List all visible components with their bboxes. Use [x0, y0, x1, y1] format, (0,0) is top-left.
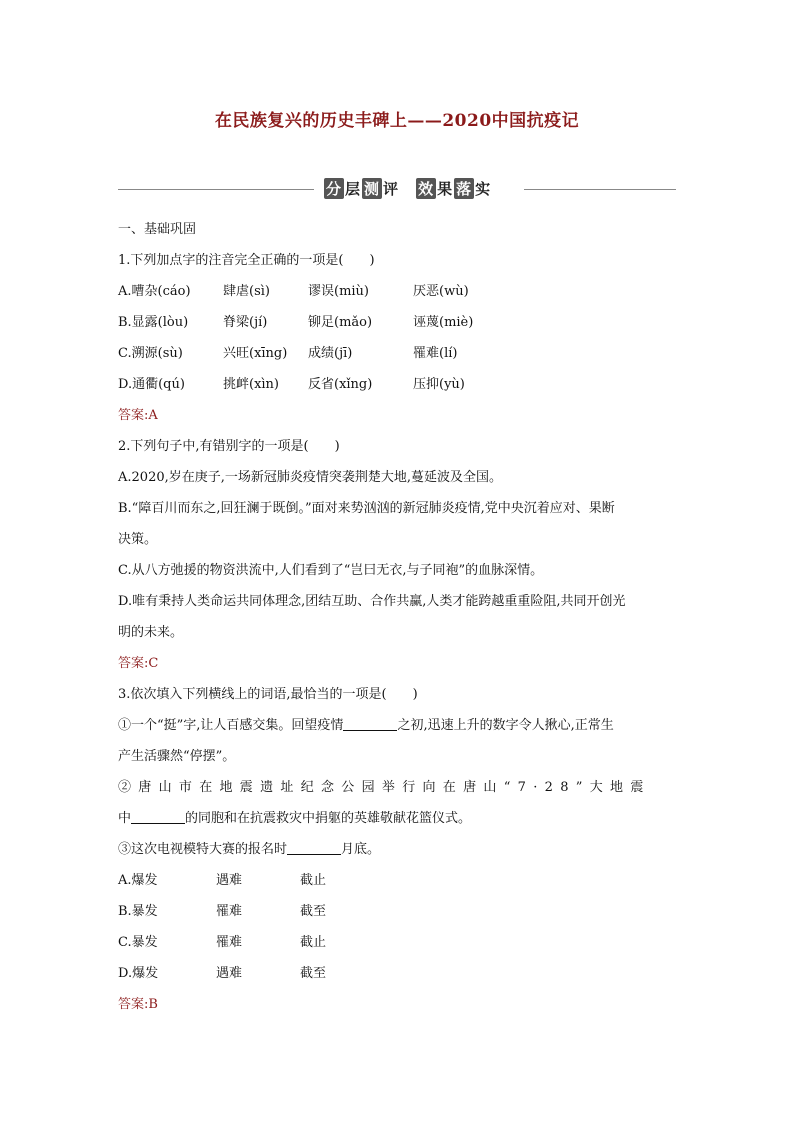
question-1-answer: 答案:A	[118, 408, 158, 423]
option-text: 铆足(mǎo)	[308, 315, 373, 330]
question-3-option-a	[118, 865, 678, 896]
section-heading: 一、基础巩固	[118, 222, 197, 237]
document-title: 在民族复兴的历史丰碑上——2020中国抗疫记	[214, 111, 580, 131]
option-text: 厌恶(wù)	[413, 284, 469, 299]
divider-right	[524, 189, 676, 190]
question-3-sentence-1	[118, 710, 678, 741]
section-header	[118, 178, 676, 200]
question-3-sentence-3	[118, 834, 678, 865]
fill-blank	[131, 809, 185, 824]
option-text: D.爆发	[118, 966, 159, 981]
question-1-option-a	[118, 276, 678, 307]
question-2-option-b: B.“障百川而东之,回狂澜于既倒。”面对来势汹汹的新冠肺炎疫情,党中央沉着应对、果断	[118, 501, 615, 516]
question-content	[118, 214, 678, 1020]
question-2-option-d: D.唯有秉持人类命运共同体理念,团结互助、合作共赢,人类才能跨越重重险阻,共同开创光	[118, 594, 626, 609]
sentence-text: ①一个“挺”字,让人百感交集。回望疫情	[118, 718, 344, 733]
option-text: 诬蔑(miè)	[413, 315, 474, 330]
option-text: B.显露(lòu)	[118, 315, 189, 330]
question-3-sentence-2-cont	[118, 803, 678, 834]
section-char: 果	[437, 180, 454, 198]
option-text: A.爆发	[118, 873, 158, 888]
option-text: 兴旺(xīng)	[223, 346, 288, 361]
option-text: 罹难	[216, 935, 243, 950]
question-3-stem: 3.依次填入下列横线上的词语,最恰当的一项是( )	[118, 687, 418, 702]
question-3-option-b	[118, 896, 678, 927]
question-3-option-c	[118, 927, 678, 958]
section-char: 落	[456, 180, 473, 198]
question-1-option-d	[118, 369, 678, 400]
option-text: 截止	[300, 935, 327, 950]
option-text: 遇难	[216, 873, 243, 888]
option-text: D.通衢(qú)	[118, 377, 185, 392]
sentence-text: 之初,迅速上升的数字令人揪心,正常生	[397, 718, 614, 733]
fill-blank	[343, 716, 397, 731]
sentence-text: 月底。	[341, 842, 381, 857]
option-text: 肆虐(sì)	[223, 284, 270, 299]
option-text: 压抑(yù)	[413, 377, 465, 392]
option-text: 截止	[300, 873, 327, 888]
question-3-sentence-1-cont: 产生活骤然“停摆”。	[118, 749, 236, 764]
question-2-option-d-cont: 明的未来。	[118, 625, 184, 640]
option-text: 脊梁(jí)	[223, 315, 268, 330]
section-char: 效	[418, 180, 435, 198]
sentence-text: 中	[118, 811, 132, 826]
option-text: 谬误(miù)	[308, 284, 370, 299]
option-text: 遇难	[216, 966, 243, 981]
question-1-stem: 1.下列加点字的注音完全正确的一项是( )	[118, 253, 375, 268]
question-1-option-c	[118, 338, 678, 369]
option-text: 罹难	[216, 904, 243, 919]
option-text: 反省(xǐng)	[308, 377, 373, 392]
option-text: A.嘈杂(cáo)	[118, 284, 191, 299]
question-2-option-a: A.2020,岁在庚子,一场新冠肺炎疫情突袭荆楚大地,蔓延波及全国。	[118, 470, 503, 485]
sentence-text: 的同胞和在抗震救灾中捐躯的英雄敬献花篮仪式。	[185, 811, 472, 826]
option-text: 挑衅(xìn)	[223, 377, 280, 392]
question-2-answer: 答案:C	[118, 656, 159, 671]
question-2-stem: 2.下列句子中,有错别字的一项是( )	[118, 439, 340, 454]
option-text: 成绩(jī)	[308, 346, 353, 361]
question-3-answer: 答案:B	[118, 997, 158, 1012]
fill-blank	[287, 840, 341, 855]
question-2-option-c: C.从八方弛援的物资洪流中,人们看到了“岂曰无衣,与子同袍”的血脉深情。	[118, 563, 544, 578]
section-char: 实	[475, 180, 492, 198]
section-char: 测	[364, 180, 381, 198]
option-text: 截至	[300, 966, 327, 981]
section-char: 评	[383, 180, 400, 198]
option-text: 罹难(lí)	[413, 346, 458, 361]
option-text: 截至	[300, 904, 327, 919]
question-3-sentence-2: ②唐山市在地震遗址纪念公园举行向在唐山“7·28”大地震	[118, 780, 651, 795]
question-3-option-d	[118, 958, 678, 989]
section-title	[323, 178, 491, 199]
option-text: B.暴发	[118, 904, 158, 919]
option-text: C.溯源(sù)	[118, 346, 183, 361]
question-2-option-b-cont: 决策。	[118, 532, 158, 547]
option-text: C.暴发	[118, 935, 158, 950]
question-1-option-b	[118, 307, 678, 338]
section-char: 分	[326, 180, 343, 198]
divider-left	[118, 189, 314, 190]
sentence-text: ③这次电视模特大赛的报名时	[118, 842, 288, 857]
section-char: 层	[345, 180, 362, 198]
